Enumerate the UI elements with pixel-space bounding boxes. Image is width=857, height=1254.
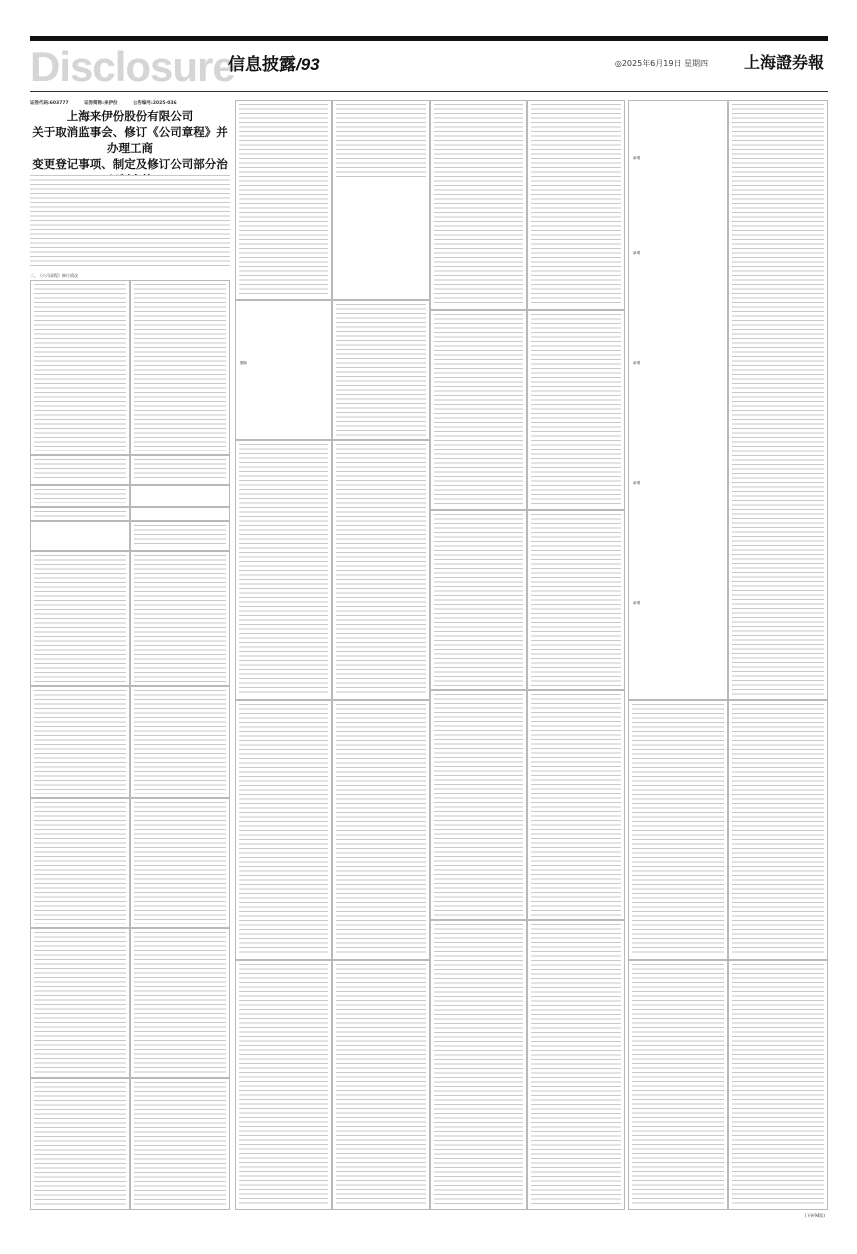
table-cell bbox=[728, 960, 828, 1210]
table-cell bbox=[130, 686, 230, 798]
table-cell bbox=[130, 507, 230, 521]
table-cell bbox=[30, 551, 130, 686]
column-2 bbox=[235, 100, 430, 1210]
table-cell bbox=[30, 686, 130, 798]
table-cell bbox=[332, 700, 430, 960]
top-rule bbox=[30, 36, 828, 41]
table-cell bbox=[728, 700, 828, 960]
add-label: 新增 bbox=[633, 481, 641, 485]
table-cell bbox=[527, 920, 625, 1210]
continued-note: (下转94版) bbox=[804, 1213, 825, 1218]
section-name: 信息披露 bbox=[228, 55, 296, 75]
date-bullet-icon: ◎ bbox=[614, 59, 622, 68]
table-cell bbox=[130, 1078, 230, 1210]
page-number: /93 bbox=[296, 55, 320, 74]
newspaper-name: 上海證券報 bbox=[743, 53, 824, 72]
table-cell bbox=[430, 690, 527, 920]
table-cell bbox=[332, 440, 430, 700]
table-cell bbox=[130, 280, 230, 455]
column-4 bbox=[628, 100, 828, 1210]
table-cell bbox=[30, 485, 130, 507]
table-cell bbox=[235, 960, 332, 1210]
title-line: 变更登记事项、制定及修订公司部分治 bbox=[32, 157, 228, 171]
masthead bbox=[30, 44, 828, 90]
table-cell bbox=[235, 440, 332, 700]
table-cell bbox=[628, 100, 728, 700]
table-cell bbox=[628, 700, 728, 960]
table-cell bbox=[628, 960, 728, 1210]
notice-number: 公告编号:2025-036 bbox=[133, 101, 177, 106]
table-cell bbox=[130, 551, 230, 686]
issue-date: ◎2025年6月19日 星期四 bbox=[614, 59, 708, 68]
brand-logo: Disclosure bbox=[30, 43, 235, 90]
table-cell bbox=[30, 1078, 130, 1210]
table-cell bbox=[430, 100, 527, 310]
table-cell bbox=[30, 455, 130, 485]
table-cell bbox=[332, 960, 430, 1210]
table-cell bbox=[430, 310, 527, 510]
add-label: 新增 bbox=[633, 601, 641, 605]
table-cell bbox=[30, 507, 130, 521]
stock-code: 证券代码:603777 bbox=[30, 101, 69, 106]
table-cell bbox=[332, 300, 430, 440]
table-cell bbox=[235, 100, 332, 300]
table-cell bbox=[30, 798, 130, 928]
table-cell bbox=[130, 485, 230, 507]
table-cell bbox=[527, 690, 625, 920]
stock-short-name: 证券简称:来伊份 bbox=[84, 101, 118, 106]
table-cell bbox=[332, 100, 430, 300]
table-cell bbox=[527, 510, 625, 690]
table-cell bbox=[235, 700, 332, 960]
table-cell bbox=[527, 310, 625, 510]
delete-label: 删除 bbox=[240, 361, 248, 365]
section-subheading: 二、《公司章程》修订情况 bbox=[30, 273, 78, 278]
table-cell bbox=[235, 300, 332, 440]
table-cell bbox=[130, 798, 230, 928]
section-title bbox=[228, 50, 320, 75]
title-line: 上海来伊份股份有限公司 bbox=[66, 109, 194, 123]
table-cell bbox=[130, 521, 230, 551]
table-cell bbox=[728, 100, 828, 700]
column-3 bbox=[430, 100, 625, 1210]
column-1 bbox=[30, 100, 230, 1210]
header-rule bbox=[30, 91, 828, 92]
title-line: 关于取消监事会、修订《公司章程》并办理工商 bbox=[32, 125, 228, 155]
add-label: 新增 bbox=[633, 251, 641, 255]
table-cell bbox=[30, 280, 130, 455]
add-label: 新增 bbox=[633, 156, 641, 160]
table-cell bbox=[430, 510, 527, 690]
table-cell bbox=[130, 928, 230, 1078]
table-cell bbox=[130, 455, 230, 485]
table-cell bbox=[527, 100, 625, 310]
table-cell bbox=[30, 521, 130, 551]
add-label: 新增 bbox=[633, 361, 641, 365]
table-cell bbox=[430, 920, 527, 1210]
table-cell bbox=[30, 928, 130, 1078]
